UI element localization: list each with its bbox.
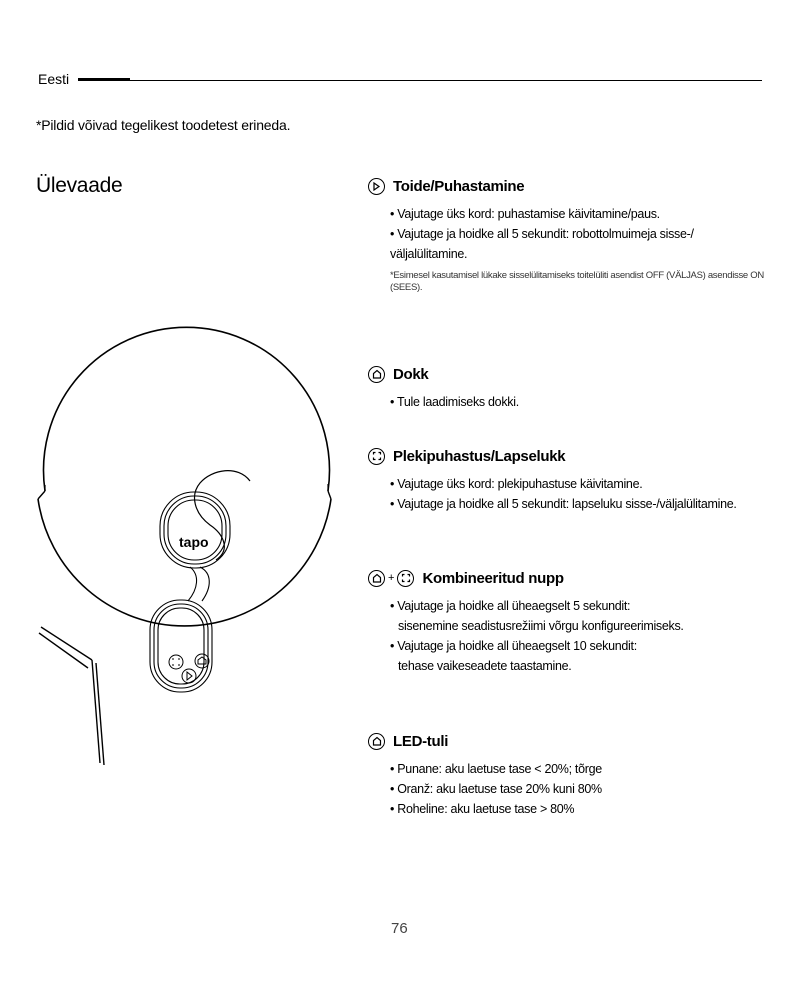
spot-clean-icon — [397, 570, 414, 587]
section-combo-button — [368, 566, 768, 676]
page-title: Ülevaade — [36, 174, 123, 197]
section-title: Plekipuhastus/Lapselukk — [393, 447, 566, 465]
header-rule — [78, 80, 762, 81]
home-icon — [368, 366, 385, 383]
list-item: • Vajutage ja hoidke all üheaegselt 10 sekundit: — [390, 636, 768, 656]
list-item: • Vajutage üks kord: puhastamise käivitamine/paus. — [390, 204, 768, 224]
power-switch-note: *Esimesel kasutamisel lükake sisselülitamiseks toitelüliti asendist OFF (VÄLJAS) asendisse ON (SEES). — [390, 270, 764, 293]
spot-clean-icon — [368, 448, 385, 465]
dock-panel-button — [195, 654, 209, 668]
list-item: • Vajutage ja hoidke all üheaegselt 5 sekundit: — [390, 596, 768, 616]
disclaimer-text: *Pildid võivad tegelikest toodetest erineda. — [36, 117, 291, 133]
section-title: Kombineeritud nupp — [422, 569, 564, 587]
section-led — [368, 729, 768, 819]
list-item: • Tule laadimiseks dokki. — [390, 392, 768, 412]
list-item-continuation: väljalülitamine. — [390, 247, 468, 261]
lower-ring-3 — [158, 608, 204, 684]
upper-ring-3 — [168, 500, 222, 560]
home-icon — [368, 570, 385, 587]
list-item-continuation: tehase vaikeseadete taastamine. — [398, 659, 572, 673]
section-title: Toide/Puhastamine — [393, 177, 525, 195]
section-power — [368, 174, 768, 294]
section-title: Dokk — [393, 365, 429, 383]
power-panel-button — [182, 669, 196, 683]
plus-sign: + — [388, 572, 395, 584]
list-item: • Oranž: aku laetuse tase 20% kuni 80% — [390, 779, 768, 799]
list-item: • Vajutage üks kord: plekipuhastuse käivitamine. — [390, 474, 768, 494]
list-item: • Vajutage ja hoidke all 5 sekundit: lapseluku sisse-/väljalülitamine. — [390, 494, 768, 514]
spot-clean-panel-button — [169, 655, 183, 669]
brand-logo: tapo — [179, 534, 209, 550]
list-item: • Roheline: aku laetuse tase > 80% — [390, 799, 768, 819]
language-label: Eesti — [38, 71, 70, 87]
section-title: LED-tuli — [393, 732, 449, 750]
robot-illustration — [30, 255, 340, 780]
section-spot-clean — [368, 444, 768, 514]
list-item: • Vajutage ja hoidke all 5 sekundit: robottolmuimeja sisse-/ — [390, 224, 768, 244]
list-item: • Punane: aku laetuse tase < 20%; tõrge — [390, 759, 768, 779]
home-icon — [368, 733, 385, 750]
list-item-continuation: sisenemine seadistusrežiimi võrgu konfigureerimiseks. — [398, 619, 684, 633]
page-number: 76 — [391, 920, 408, 937]
play-icon — [368, 178, 385, 195]
robot-vacuum-drawing — [30, 255, 340, 775]
section-dock — [368, 362, 768, 412]
